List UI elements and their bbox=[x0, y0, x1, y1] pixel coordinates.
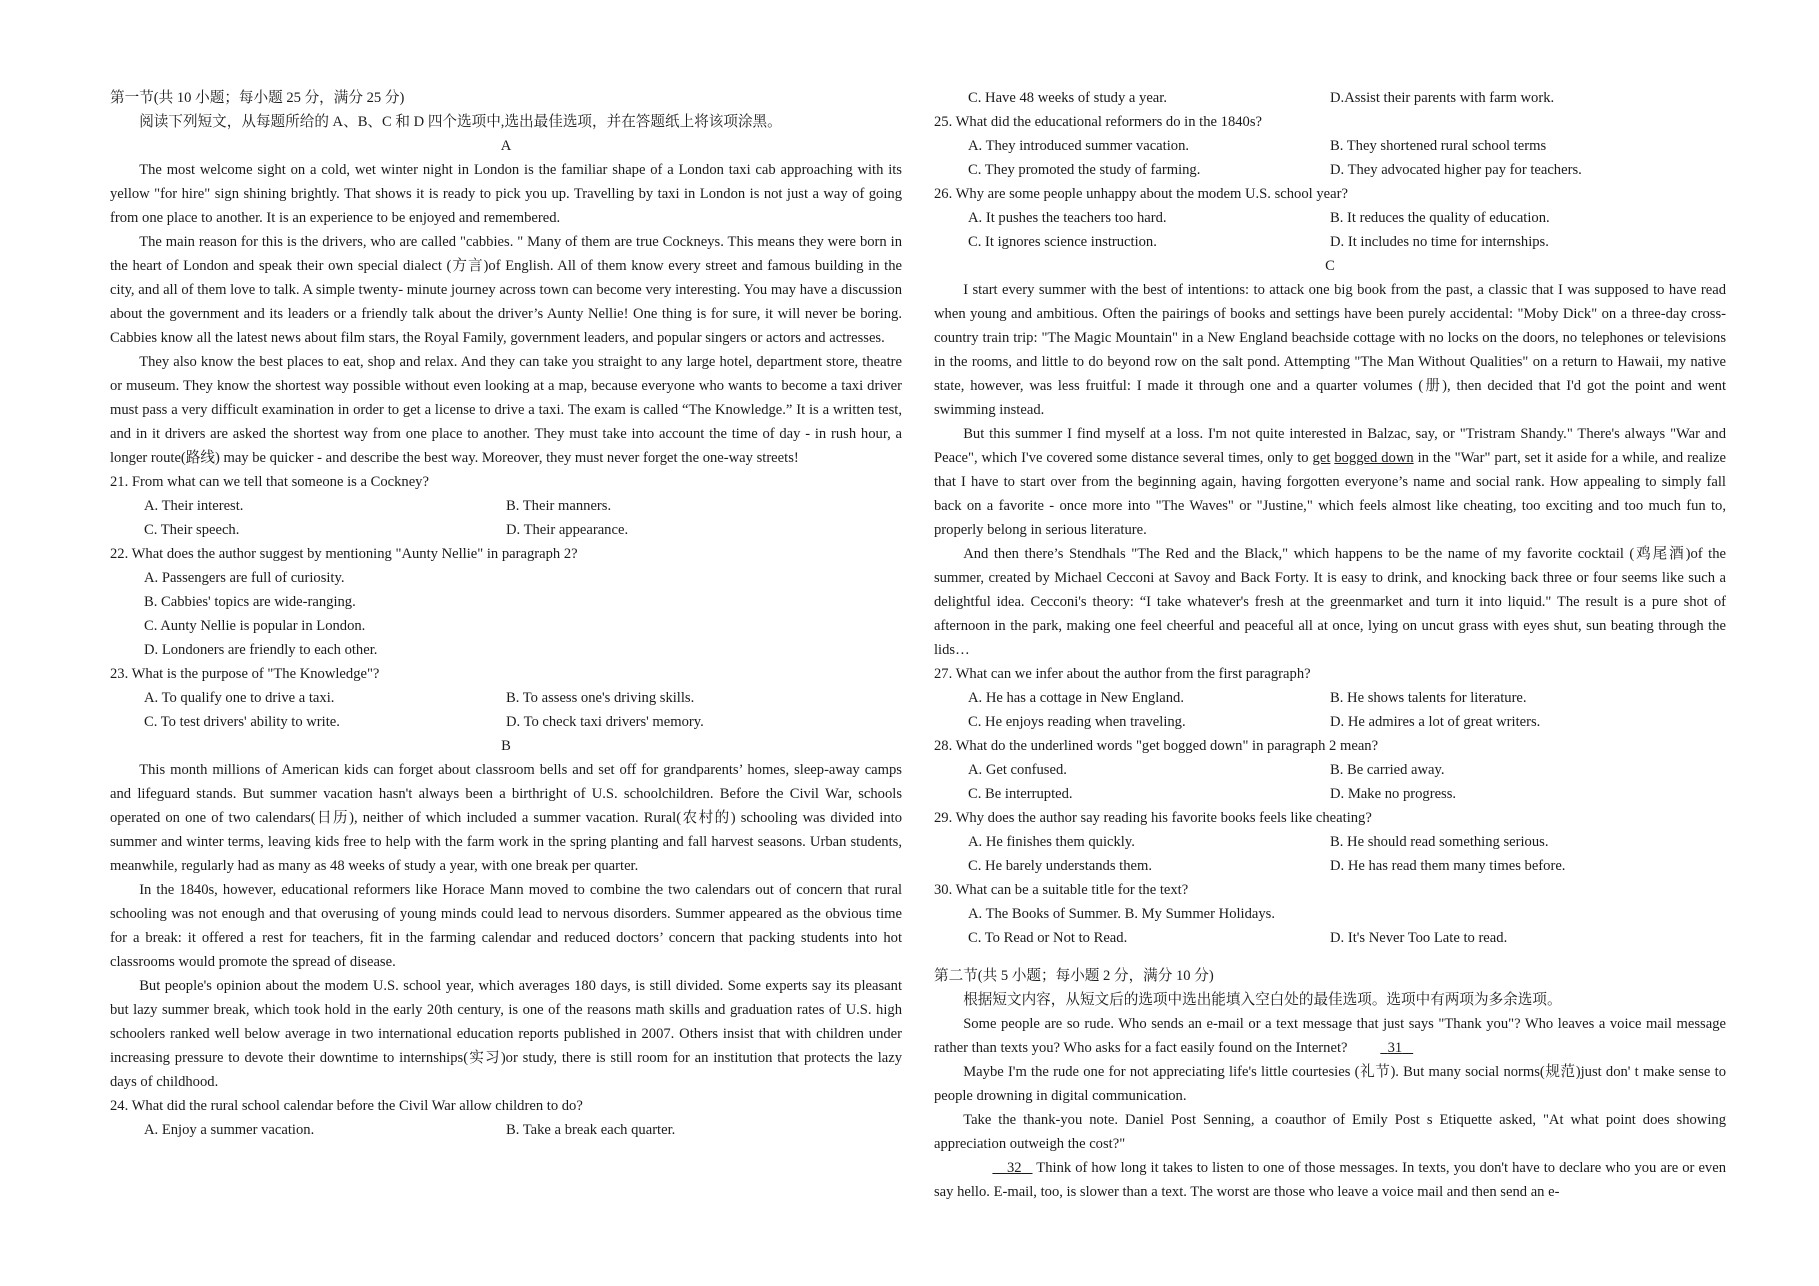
question-24-options bbox=[934, 86, 1726, 110]
question-23: 23. What is the purpose of "The Knowledge"? bbox=[110, 666, 380, 682]
option: D. He admires a lot of great writers. bbox=[1330, 714, 1541, 730]
question-21: 21. From what can we tell that someone is a Cockney? bbox=[110, 474, 429, 490]
option: A. The Books of Summer. B. My Summer Holidays. bbox=[968, 906, 1276, 922]
section2-title: 第二节(共 5 小题；每小题 2 分，满分 10 分) bbox=[934, 968, 1214, 984]
text: Some people are so rude. Who sends an e-mail or a text message that just says "Thank you"? Who leaves a voice mail message rather than texts you? Who asks for a fact easily found on the Internet? bbox=[934, 1016, 1726, 1056]
question-28-options bbox=[934, 782, 1726, 806]
question-25-options bbox=[934, 158, 1726, 182]
question-27-options bbox=[934, 686, 1726, 710]
option: D. Londoners are friendly to each other. bbox=[144, 642, 378, 658]
question-28: 28. What do the underlined words "get bogged down" in paragraph 2 mean? bbox=[934, 738, 1379, 754]
passage-b-paragraph: In the 1840s, however, educational reformers like Horace Mann moved to combine the two calendars out of concern that rural schooling was not enough and that overusing of young minds could lead to nervous disorders. Summer appeared as the obvious time for a break: it offered a rest for teachers, fit in the farming calendar and reduced doctors’ concern that packing students into hot classrooms would promote the spread of disease. bbox=[110, 882, 902, 970]
option: B. It reduces the quality of education. bbox=[1330, 210, 1550, 226]
option: D. They advocated higher pay for teachers. bbox=[1330, 162, 1582, 178]
passage-a-paragraph: They also know the best places to eat, shop and relax. And they can take you straight to any large hotel, department store, theatre or museum. They know the shortest way possible without even looking at a map, because everyone who wants to become a taxi driver must pass a very difficult examination in order to get a license to drive a taxi. The exam is called “The Knowledge.” It is a written test, and in it drivers are asked the shortest way from one place to another. They must take into account the time of day - in rush hour, a longer route(路线) may be quicker - and describe the best way. Moreover, they must never forget the one-way streets! bbox=[110, 354, 902, 466]
question-27: 27. What can we infer about the author from the first paragraph? bbox=[934, 666, 1311, 682]
underlined-word: get bbox=[1312, 450, 1331, 466]
question-24: 24. What did the rural school calendar before the Civil War allow children to do? bbox=[110, 1098, 583, 1114]
question-21-options bbox=[110, 494, 902, 518]
option: A. Enjoy a summer vacation. bbox=[144, 1122, 315, 1138]
blank-number: 31 bbox=[1387, 1040, 1403, 1056]
blank-32 bbox=[963, 1156, 1032, 1180]
text: But this summer I find myself at a loss. I'm not quite interested in Balzac, say, or "Tristram Shandy." There's always "War and Peace", which I've covered some distance several times, only to bbox=[934, 426, 1726, 466]
option: B. Take a break each quarter. bbox=[506, 1122, 676, 1138]
option: A. They introduced summer vacation. bbox=[968, 138, 1190, 154]
underlined-word: bogged down bbox=[1334, 450, 1414, 466]
option: B. To assess one's driving skills. bbox=[506, 690, 695, 706]
section2-paragraph bbox=[934, 1156, 1726, 1204]
option: D.Assist their parents with farm work. bbox=[1330, 90, 1555, 106]
question-23-options bbox=[110, 710, 902, 734]
question-24-options bbox=[110, 1118, 902, 1142]
option: B. He should read something serious. bbox=[1330, 834, 1549, 850]
passage-b-paragraph: This month millions of American kids can forget about classroom bells and set off for grandparents’ homes, sleep-away camps and lifeguard stands. But summer vacation hasn't always been a birthright of U.S. schoolchildren. Before the Civil War, schools operated on one of two calendars(日历), neither of which included a summer vacation. Rural(农村的) schooling was divided into summer and winter terms, leaving kids free to help with the farm work in the spring planting and fall harvest seasons. Urban students, meanwhile, regularly had as many as 48 weeks of study a year, with one break per quarter. bbox=[110, 762, 902, 874]
question-23-options bbox=[110, 686, 902, 710]
option: C. Their speech. bbox=[144, 522, 240, 538]
question-26-options bbox=[934, 230, 1726, 254]
option: C. It ignores science instruction. bbox=[968, 234, 1157, 250]
blank-number: 32 bbox=[1006, 1160, 1022, 1176]
option: C. Aunty Nellie is popular in London. bbox=[144, 618, 366, 634]
section2-paragraph: Maybe I'm the rude one for not appreciating life's little courtesies (礼节). But many social norms(规范)just don' t make sense to people drowning in digital communication. bbox=[934, 1064, 1726, 1104]
option: C. To Read or Not to Read. bbox=[968, 930, 1128, 946]
question-26-options bbox=[934, 206, 1726, 230]
option: B. Be carried away. bbox=[1330, 762, 1445, 778]
option: B. Their manners. bbox=[506, 498, 612, 514]
right-column bbox=[934, 86, 1726, 1204]
option: D. To check taxi drivers' memory. bbox=[506, 714, 704, 730]
question-25: 25. What did the educational reformers do in the 1840s? bbox=[934, 114, 1262, 130]
question-29-options bbox=[934, 854, 1726, 878]
question-30-options bbox=[934, 926, 1726, 950]
question-28-options bbox=[934, 758, 1726, 782]
option: D. He has read them many times before. bbox=[1330, 858, 1566, 874]
section2-paragraph: Take the thank-you note. Daniel Post Senning, a coauthor of Emily Post s Etiquette asked, "At what point does showing appreciation outweigh the cost?" bbox=[934, 1112, 1726, 1152]
question-29-options bbox=[934, 830, 1726, 854]
passage-c-label: C bbox=[1325, 258, 1335, 274]
question-21-options bbox=[110, 518, 902, 542]
option: B. They shortened rural school terms bbox=[1330, 138, 1547, 154]
passage-a-paragraph: The main reason for this is the drivers, who are called "cabbies. " Many of them are true Cockneys. This means they were born in the heart of London and speak their own special dialect (方言)of English. All of them know every street and famous building in the city, and all of them love to talk. A simple twenty- minute journey across town can become very interesting. You may have a discussion about the government and its leaders or a friendly talk about the driver’s Aunty Nellie! One thing is for sure, it will never be boring. Cabbies know all the latest news about film stars, the Royal Family, government leaders, and popular singers or actors and actresses. bbox=[110, 234, 902, 346]
option: A. Passengers are full of curiosity. bbox=[144, 570, 345, 586]
text: Think of how long it takes to listen to one of those messages. In texts, you don't have to declare who you are or even say hello. E-mail, too, is slower than a text. The worst are those who leave a voice mail and then send an e- bbox=[934, 1160, 1726, 1200]
section2-instructions: 根据短文内容，从短文后的选项中选出能填入空白处的最佳选项。选项中有两项为多余选项。 bbox=[963, 992, 1562, 1008]
section1-instructions: 阅读下列短文，从每题所给的 A、B、C 和 D 四个选项中,选出最佳选项，并在答题纸上将该项涂黑。 bbox=[139, 114, 782, 130]
question-29: 29. Why does the author say reading his favorite books feels like cheating? bbox=[934, 810, 1372, 826]
question-27-options bbox=[934, 710, 1726, 734]
option: A. Their interest. bbox=[144, 498, 244, 514]
passage-a-paragraph: The most welcome sight on a cold, wet winter night in London is the familiar shape of a London taxi cab approaching with its yellow "for hire" sign shining brightly. That shows it is ready to pick you up. Travelling by taxi in London is not just a way of going from one place to another. It is an experience to be enjoyed and remembered. bbox=[110, 162, 902, 226]
passage-c-paragraph: I start every summer with the best of intentions: to attack one big book from the past, a classic that I was supposed to have read when young and ambitious. Often the pairings of books and settings have been purely accidental: "Moby Dick" on a three-day cross-country train trip: "The Magic Mountain" in a New England beachside cottage with no locks on the doors, no telephones or televisions in the rooms, and little to do beyond row on the salt pond. Attempting "The Man Without Qualities" on a return to Hawaii, my native state, however, was less fruitful: I made it through one and a quarter volumes (册), then decided that I'd got the point and went swimming instead. bbox=[934, 282, 1726, 418]
passage-c-paragraph bbox=[934, 422, 1726, 542]
option: A. Get confused. bbox=[968, 762, 1067, 778]
passage-a-label: A bbox=[500, 138, 512, 154]
passage-b-label: B bbox=[501, 738, 511, 754]
left-column bbox=[110, 86, 902, 1142]
option: B. Cabbies' topics are wide-ranging. bbox=[144, 594, 356, 610]
option: C. Have 48 weeks of study a year. bbox=[968, 90, 1167, 106]
option: D. Their appearance. bbox=[506, 522, 629, 538]
option: D. It includes no time for internships. bbox=[1330, 234, 1549, 250]
question-22: 22. What does the author suggest by mentioning "Aunty Nellie" in paragraph 2? bbox=[110, 546, 578, 562]
option: C. Be interrupted. bbox=[968, 786, 1073, 802]
blank-31 bbox=[1351, 1036, 1413, 1060]
spacer bbox=[934, 950, 1726, 964]
option: C. He enjoys reading when traveling. bbox=[968, 714, 1186, 730]
section2-paragraph bbox=[934, 1012, 1726, 1060]
section1-title: 第一节(共 10 小题；每小题 25 分，满分 25 分) bbox=[110, 90, 405, 106]
question-26: 26. Why are some people unhappy about the modem U.S. school year? bbox=[934, 186, 1348, 202]
option: B. He shows talents for literature. bbox=[1330, 690, 1527, 706]
text: in the "War" part, set it aside for a while, and realize that I have to start over from the beginning again, having forgotten everyone’s name and social rank. How appealing to simply fall back on a favorite - once more into "The Waves" or "Justine," which feels almost like cheating, too exciting and too much fun to, properly belong in serious literature. bbox=[934, 450, 1727, 538]
option: A. He finishes them quickly. bbox=[968, 834, 1135, 850]
option: A. It pushes the teachers too hard. bbox=[968, 210, 1167, 226]
option: D. Make no progress. bbox=[1330, 786, 1457, 802]
option: C. They promoted the study of farming. bbox=[968, 162, 1201, 178]
option: D. It's Never Too Late to read. bbox=[1330, 930, 1508, 946]
option: C. He barely understands them. bbox=[968, 858, 1152, 874]
option: A. He has a cottage in New England. bbox=[968, 690, 1184, 706]
option: C. To test drivers' ability to write. bbox=[144, 714, 340, 730]
question-30: 30. What can be a suitable title for the text? bbox=[934, 882, 1189, 898]
passage-c-paragraph: And then there’s Stendhals "The Red and the Black," which happens to be the name of my favorite cocktail (鸡尾酒)of the summer, created by Michael Cecconi at Savoy and Back Forty. It is easy to drink, and knocking back three or four seems like such a delightful idea. Cecconi's theory: “I take whatever's fresh at the greenmarket and turn it into liquid." The result is a pure shot of afternoon in the park, making one feel cheerful and peaceful all at once, lying on uncut grass with eyes shut, sun beating through the lids… bbox=[934, 546, 1726, 658]
option: A. To qualify one to drive a taxi. bbox=[144, 690, 335, 706]
passage-b-paragraph: But people's opinion about the modem U.S. school year, which averages 180 days, is still divided. Some experts say its pleasant but lazy summer break, which took hold in the early 20th century, is one of the reasons math skills and graduation rates of U.S. high schoolers ranked well below average in two international education reports published in 2007. Others insist that with children under increasing pressure to devote their downtime to internships(实习)or study, there is still room for an institution that protects the lazy days of childhood. bbox=[110, 978, 902, 1090]
question-25-options bbox=[934, 134, 1726, 158]
